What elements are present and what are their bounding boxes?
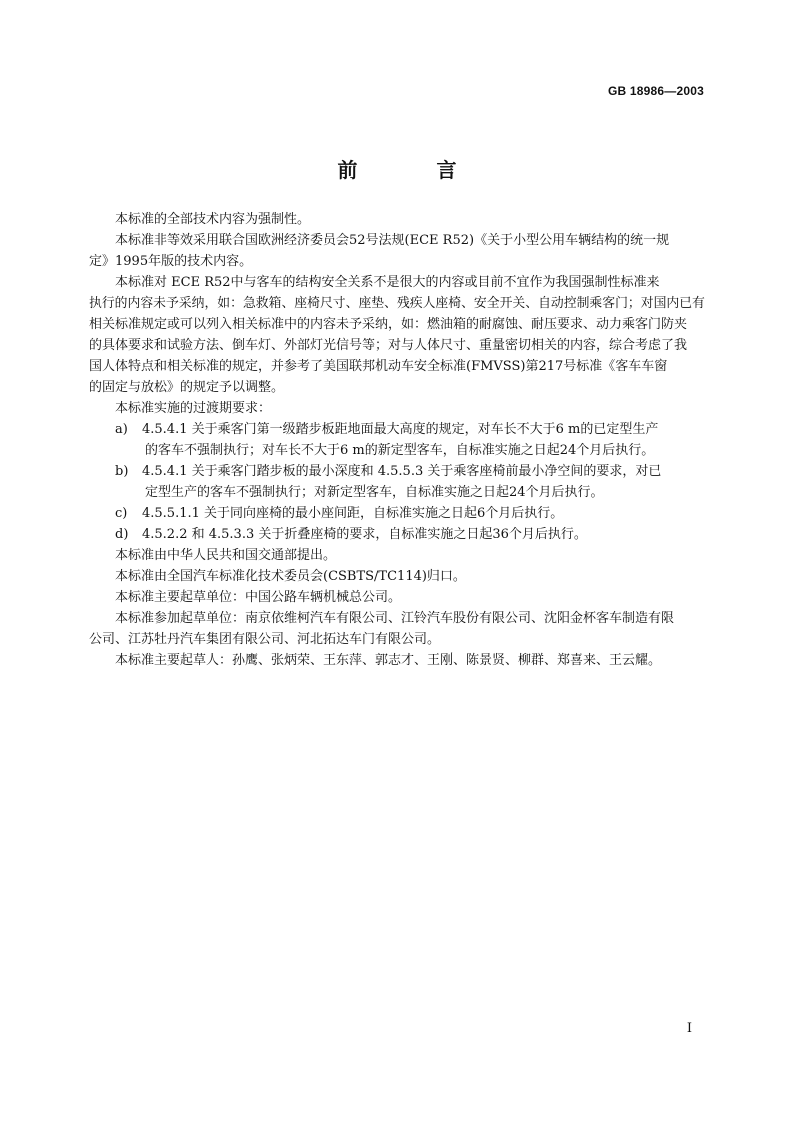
page-title: 前 言 bbox=[337, 158, 493, 182]
paragraph-adoption-line-1: 本标准非等效采用联合国欧洲经济委员会52号法规(ECE R52)《关于小型公用车辆结构的统一规 bbox=[115, 233, 670, 248]
page-number: I bbox=[686, 1021, 692, 1036]
list-label-b: b) bbox=[115, 464, 129, 479]
list-item-b-line-2: 定型生产的客车不强制执行；对新定型客车，自标准实施之日起24个月后执行。 bbox=[145, 485, 604, 500]
paragraph-scope-line-2: 执行的内容未予采纳，如：急救箱、座椅尺寸、座垫、残疾人座椅、安全开关、自动控制乘客门；对国内已有 bbox=[89, 296, 705, 311]
paragraph-scope-line-6: 的固定与放松》的规定予以调整。 bbox=[89, 380, 285, 395]
list-item-d bbox=[89, 524, 705, 545]
list-item-d-line-1: 4.5.2.2 和 4.5.3.3 关于折叠座椅的要求，自标准实施之日起36个月后执行。 bbox=[142, 527, 587, 542]
paragraph-adoption-line-2: 定》1995年版的技术内容。 bbox=[89, 254, 253, 269]
paragraph-mandatory: 本标准的全部技术内容为强制性。 bbox=[115, 212, 311, 227]
list-item-c bbox=[89, 503, 705, 524]
paragraph-transition-intro: 本标准实施的过渡期要求： bbox=[115, 401, 272, 416]
list-label-d: d) bbox=[115, 527, 129, 542]
document-body bbox=[89, 209, 705, 671]
paragraph-proposer: 本标准由中华人民共和国交通部提出。 bbox=[115, 548, 337, 563]
list-item-b-line-1: 4.5.4.1 关于乘客门踏步板的最小深度和 4.5.5.3 关于乘客座椅前最小净空间的要求，对已 bbox=[142, 464, 662, 479]
list-item-a bbox=[89, 419, 705, 440]
paragraph-participating-units-line-2: 公司、江苏牡丹汽车集团有限公司、河北拓达车门有限公司。 bbox=[89, 632, 441, 647]
list-item-a-line-2: 的客车不强制执行；对车长不大于6 m的新定型客车，自标准实施之日起24个月后执行。 bbox=[145, 443, 655, 458]
paragraph-participating-units-line-1: 本标准参加起草单位：南京依维柯汽车有限公司、江铃汽车股份有限公司、沈阳金杯客车制造有限 bbox=[115, 611, 675, 626]
paragraph-scope-line-1: 本标准对 ECE R52中与客车的结构安全关系不是很大的内容或目前不宜作为我国强制性标准来 bbox=[115, 275, 660, 290]
list-item-c-line-1: 4.5.5.1.1 关于同向座椅的最小座间距，自标准实施之日起6个月后执行。 bbox=[142, 506, 564, 521]
list-label-c: c) bbox=[115, 506, 128, 521]
standard-number: GB 18986—2003 bbox=[608, 84, 704, 98]
paragraph-main-drafter-unit: 本标准主要起草单位：中国公路车辆机械总公司。 bbox=[115, 590, 402, 605]
paragraph-centralized: 本标准由全国汽车标准化技术委员会(CSBTS/TC114)归口。 bbox=[115, 569, 466, 584]
list-label-a: a) bbox=[115, 422, 128, 437]
paragraph-scope-line-3: 相关标准规定或可以列入相关标准中的内容未予采纳，如：燃油箱的耐腐蚀、耐压要求、动力乘客门防夹 bbox=[89, 317, 688, 332]
list-item-a-line-1: 4.5.4.1 关于乘客门第一级踏步板距地面最大高度的规定，对车长不大于6 m的已定型生产 bbox=[142, 422, 659, 437]
list-item-b bbox=[89, 461, 705, 482]
paragraph-scope-line-4: 的具体要求和试验方法、倒车灯、外部灯光信号等；对与人体尺寸、重量密切相关的内容，综合考虑了我 bbox=[89, 338, 688, 353]
paragraph-scope-line-5: 国人体特点和相关标准的规定，并参考了美国联邦机动车安全标准(FMVSS)第217号标准《客车车窗 bbox=[89, 359, 668, 374]
paragraph-drafters: 本标准主要起草人：孙鹰、张炳荣、王东萍、郭志才、王刚、陈景贤、柳群、郑喜来、王云耀。 bbox=[115, 653, 662, 668]
